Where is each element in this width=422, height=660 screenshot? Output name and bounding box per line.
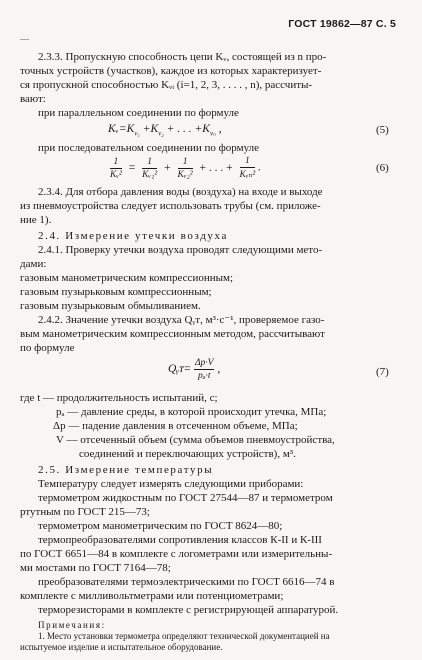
note-line: испытуемое изделие и испытательное оборудование. bbox=[20, 642, 223, 652]
formula-5-number: (5) bbox=[376, 124, 389, 136]
text-line: ми мостами по ГОСТ 7164—78; bbox=[20, 562, 171, 574]
list-item: терморезисторами в комплекте с регистрирующей аппаратурой. bbox=[38, 604, 339, 616]
text-line: при параллельном соединении по формуле bbox=[38, 107, 239, 119]
fraction: $\frac{\Delta p\cdot V}{\text{pₐ·t}}$ bbox=[194, 358, 214, 381]
text-line: ртутным по ГОСТ 215—73; bbox=[20, 506, 150, 518]
definition-line: pₐ — давление среды, в которой происходит утечка, МПа; bbox=[56, 406, 327, 418]
text-line: 2.4.1. Проверку утечки воздуха проводят следующими мето- bbox=[38, 244, 323, 256]
definition-line: соединений и переключающих устройств), м³. bbox=[79, 448, 296, 460]
text-line: 2.3.4. Для отбора давления воды (воздуха) на входе и выходе bbox=[38, 186, 323, 198]
text-line: ся пропускной способностью Kᵥᵢ (i=1, 2, 3, . . . . , n), рассчиты- bbox=[20, 79, 313, 91]
note-line: 1. Место установки термометра определяют технической документацией на bbox=[38, 631, 330, 641]
list-item: термометром жидкостным по ГОСТ 27544—87 и термометром bbox=[38, 492, 333, 504]
formula-6: $\frac{1}{\text{Kᵥ²}}$ = $\frac{1}{\text{Kᵥ₁²}}$ + $\frac{1}{\text{Kᵥ₂²}}$ + . . . + $\frac{1}{\text{Kᵥₙ²}}$ . bbox=[110, 156, 261, 180]
text-line: ние 1). bbox=[20, 214, 52, 226]
list-item: газовым манометрическим компрессионным; bbox=[20, 272, 234, 284]
page-header: ГОСТ 19862—87 С. 5 bbox=[288, 18, 396, 30]
section-heading: 2.5. Измерение температуры bbox=[38, 464, 214, 476]
formula-5: $Kᵥ=K_{v_1} +K_{v_2}$ + . . . $+K_{v_n}$ , bbox=[108, 123, 222, 138]
list-item: термопреобразователями сопротивления классов К-II и К-III bbox=[38, 534, 322, 546]
fraction: $\frac{1}{\text{Kᵥ²}}$ bbox=[110, 156, 122, 180]
text-line: вают: bbox=[20, 93, 46, 105]
formula-7: Qᵧᴛ= $\frac{\Delta p\cdot V}{\text{pₐ·t}}$ , bbox=[168, 358, 221, 381]
section-heading: 2.4. Измерение утечки воздуха bbox=[38, 230, 228, 242]
text-line: по формуле bbox=[20, 342, 75, 354]
formula-6-number: (6) bbox=[376, 162, 389, 174]
text-line: точных устройств (участков), каждое из которых характеризует- bbox=[20, 65, 322, 77]
text-line: комплекте с милливольтметрами или потенциометрами; bbox=[20, 590, 284, 602]
list-item: преобразователями термоэлектрическими по ГОСТ 6616—74 в bbox=[38, 576, 335, 588]
text-line: при последовательном соединении по формуле bbox=[38, 142, 259, 154]
formula-7-number: (7) bbox=[376, 366, 389, 378]
text-line: 2.3.3. Пропускную способность цепи Kᵥ, состоящей из n про- bbox=[38, 51, 327, 63]
text-line: вым манометрическим компрессионным методом, рассчитывают bbox=[20, 328, 325, 340]
text-line: из пневмоустройства следует использовать трубы (см. приложе- bbox=[20, 200, 321, 212]
definition-line: Δp — падение давления в отсеченном объеме, МПа; bbox=[53, 420, 298, 432]
list-item: газовым пузырьковым обмыливанием. bbox=[20, 300, 201, 312]
fraction: $\frac{1}{\text{Kᵥ₁²}}$ bbox=[142, 156, 158, 180]
corner-mark: — bbox=[20, 34, 29, 44]
text-line: Температуру следует измерять следующими приборами: bbox=[38, 478, 304, 490]
list-item: газовым пузырьковым компрессионным; bbox=[20, 286, 212, 298]
list-item: термометром манометрическим по ГОСТ 8624—80; bbox=[38, 520, 283, 532]
fraction: $\frac{1}{\text{Kᵥ₂²}}$ bbox=[177, 156, 193, 180]
notes-heading: Примечания: bbox=[38, 620, 106, 630]
text-line: по ГОСТ 6651—84 в комплекте с логометрами или измерительны- bbox=[20, 548, 333, 560]
definition-line: V — отсеченный объем (сумма объемов пневмоустройства, bbox=[56, 434, 335, 446]
fraction: $\frac{1}{\text{Kᵥₙ²}}$ bbox=[239, 156, 256, 180]
text-line: 2.4.2. Значение утечки воздуха Qᵧᴛ, м³·с⁻¹, проверяемое газо- bbox=[38, 314, 325, 326]
definition-line: где t — продолжительность испытаний, с; bbox=[20, 392, 218, 404]
text-line: дами: bbox=[20, 258, 47, 270]
